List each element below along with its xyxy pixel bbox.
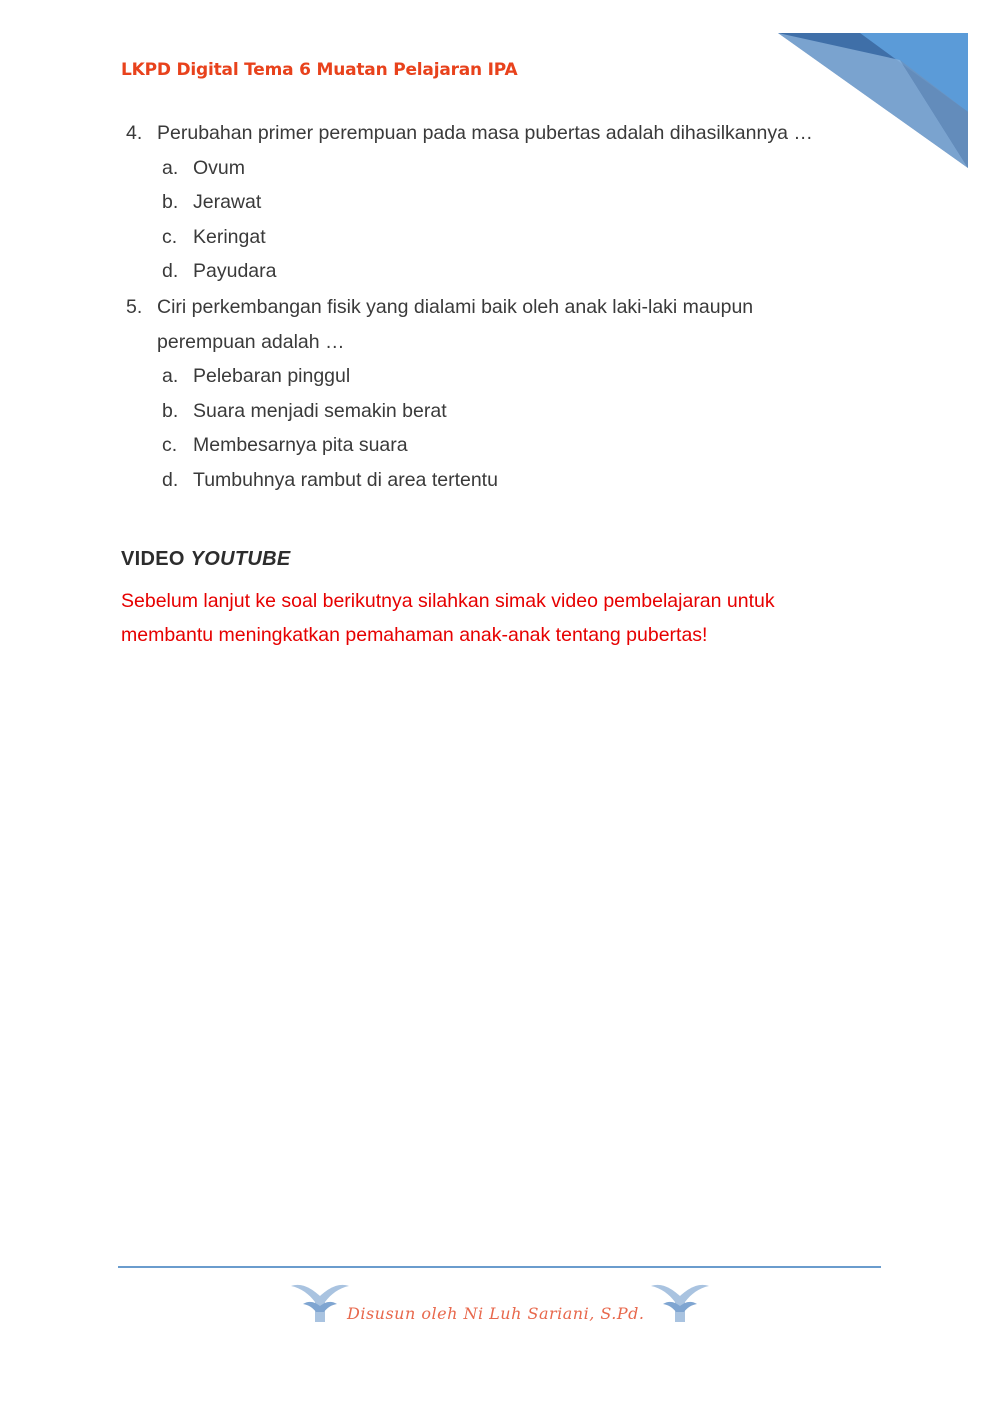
question-text: Perubahan primer perempuan pada masa pubertas adalah dihasilkannya … xyxy=(157,122,813,144)
option-letter: b. xyxy=(162,400,179,422)
option-text: Membesarnya pita suara xyxy=(193,434,408,456)
option-text: Jerawat xyxy=(193,191,262,213)
option-letter: c. xyxy=(162,434,178,456)
option-letter: c. xyxy=(162,226,178,248)
option-letter: d. xyxy=(162,469,179,491)
option-text: Suara menjadi semakin berat xyxy=(193,400,447,422)
anchor-ornament-icon xyxy=(649,1280,711,1326)
option-letter: d. xyxy=(162,260,179,282)
video-instruction-line-1: Sebelum lanjut ke soal berikutnya silahkan simak video pembelajaran untuk xyxy=(121,590,775,612)
video-instruction-line-2: membantu meningkatkan pemahaman anak-anak tentang pubertas! xyxy=(121,624,708,646)
footer-divider xyxy=(118,1266,881,1268)
question-text-line-1: Ciri perkembangan fisik yang dialami baik oleh anak laki-laki maupun xyxy=(157,296,754,318)
question-number: 4. xyxy=(126,122,143,144)
question-number: 5. xyxy=(126,296,143,318)
video-heading-prefix: VIDEO xyxy=(121,548,185,570)
option-letter: a. xyxy=(162,157,179,179)
option-text: Ovum xyxy=(193,157,246,179)
option-letter: a. xyxy=(162,365,179,387)
option-text: Tumbuhnya rambut di area tertentu xyxy=(193,469,498,491)
footer-credit: Disusun oleh Ni Luh Sariani, S.Pd. xyxy=(347,1304,645,1323)
question-text-line-2: perempuan adalah … xyxy=(157,331,345,353)
option-text: Pelebaran pinggul xyxy=(193,365,351,387)
page-header-title: LKPD Digital Tema 6 Muatan Pelajaran IPA xyxy=(121,60,518,80)
video-section-heading xyxy=(121,548,291,571)
option-text: Keringat xyxy=(193,226,266,248)
option-text: Payudara xyxy=(193,260,277,282)
video-heading-youtube: YOUTUBE xyxy=(190,548,291,570)
option-letter: b. xyxy=(162,191,179,213)
anchor-ornament-icon xyxy=(289,1280,351,1326)
corner-decoration xyxy=(0,0,1000,200)
